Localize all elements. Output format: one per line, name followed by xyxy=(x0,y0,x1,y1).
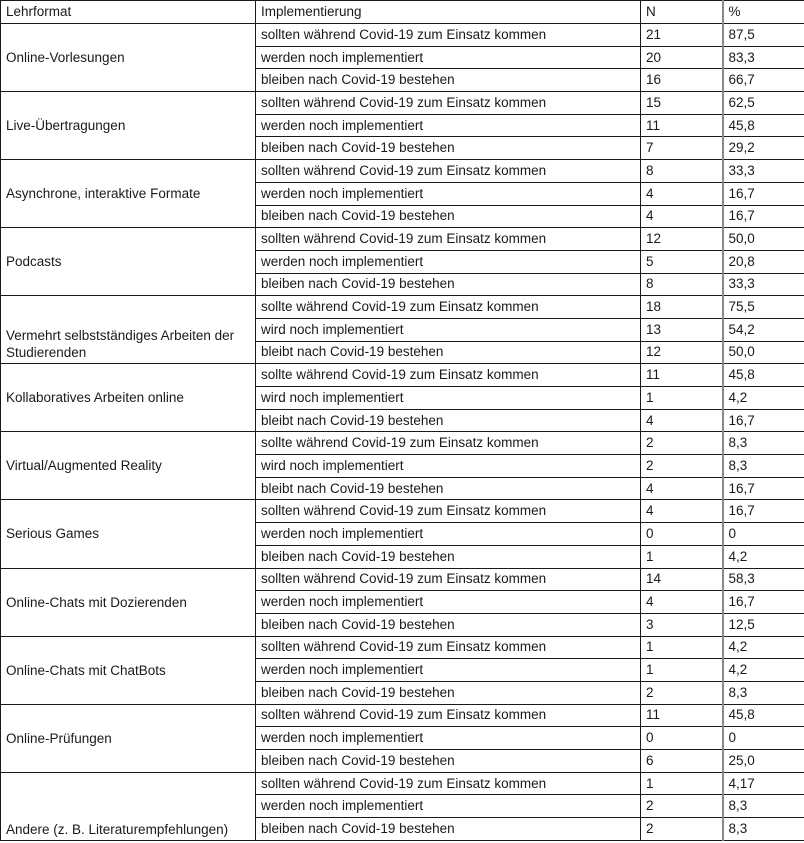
percent-cell: 8,3 xyxy=(723,818,804,841)
header-implementierung: Implementierung xyxy=(256,1,641,24)
implementierung-cell: bleiben nach Covid-19 bestehen xyxy=(256,613,641,636)
table-row xyxy=(1,500,804,523)
table-row xyxy=(1,772,804,795)
n-cell: 1 xyxy=(641,545,723,568)
n-cell: 2 xyxy=(641,818,723,841)
lehrformat-cell: Online-Chats mit Dozierenden xyxy=(1,568,256,636)
implementierung-cell: bleiben nach Covid-19 bestehen xyxy=(256,205,641,228)
percent-cell: 16,7 xyxy=(723,591,804,614)
lehrformat-cell: Online-Chats mit ChatBots xyxy=(1,636,256,704)
n-cell: 20 xyxy=(641,46,723,69)
percent-cell: 16,7 xyxy=(723,477,804,500)
percent-cell: 75,5 xyxy=(723,296,804,319)
n-cell: 3 xyxy=(641,613,723,636)
table-row xyxy=(1,636,804,659)
percent-cell: 29,2 xyxy=(723,137,804,160)
n-cell: 4 xyxy=(641,591,723,614)
lehrformat-cell: Online-Vorlesungen xyxy=(1,24,256,92)
table-row xyxy=(1,24,804,47)
percent-cell: 45,8 xyxy=(723,364,804,387)
header-n: N xyxy=(641,1,723,24)
header-lehrformat: Lehrformat xyxy=(1,1,256,24)
implementierung-cell: sollten während Covid-19 zum Einsatz kommen xyxy=(256,24,641,47)
implementierung-cell: werden noch implementiert xyxy=(256,659,641,682)
n-cell: 2 xyxy=(641,455,723,478)
percent-cell: 4,2 xyxy=(723,387,804,410)
implementierung-cell: werden noch implementiert xyxy=(256,523,641,546)
implementierung-cell: sollten während Covid-19 zum Einsatz kommen xyxy=(256,228,641,251)
percent-cell: 12,5 xyxy=(723,613,804,636)
implementierung-cell: werden noch implementiert xyxy=(256,727,641,750)
table-header-row xyxy=(1,1,804,24)
implementierung-cell: bleiben nach Covid-19 bestehen xyxy=(256,681,641,704)
n-cell: 18 xyxy=(641,296,723,319)
percent-cell: 58,3 xyxy=(723,568,804,591)
implementierung-cell: werden noch implementiert xyxy=(256,46,641,69)
implementierung-cell: sollten während Covid-19 zum Einsatz kommen xyxy=(256,160,641,183)
n-cell: 1 xyxy=(641,636,723,659)
implementierung-cell: sollten während Covid-19 zum Einsatz kommen xyxy=(256,704,641,727)
n-cell: 12 xyxy=(641,341,723,364)
percent-cell: 87,5 xyxy=(723,24,804,47)
percent-cell: 25,0 xyxy=(723,750,804,773)
n-cell: 11 xyxy=(641,114,723,137)
percent-cell: 20,8 xyxy=(723,250,804,273)
percent-cell: 54,2 xyxy=(723,318,804,341)
percent-cell: 16,7 xyxy=(723,409,804,432)
percent-cell: 16,7 xyxy=(723,205,804,228)
percent-cell: 8,3 xyxy=(723,681,804,704)
n-cell: 14 xyxy=(641,568,723,591)
percent-cell: 16,7 xyxy=(723,182,804,205)
n-cell: 2 xyxy=(641,795,723,818)
percent-cell: 50,0 xyxy=(723,228,804,251)
implementierung-cell: werden noch implementiert xyxy=(256,182,641,205)
n-cell: 0 xyxy=(641,523,723,546)
lehrformat-cell: Asynchrone, interaktive Formate xyxy=(1,160,256,228)
n-cell: 1 xyxy=(641,387,723,410)
implementierung-cell: werden noch implementiert xyxy=(256,114,641,137)
implementierung-cell: bleiben nach Covid-19 bestehen xyxy=(256,818,641,841)
implementierung-cell: sollten während Covid-19 zum Einsatz kommen xyxy=(256,636,641,659)
percent-cell: 16,7 xyxy=(723,500,804,523)
table-row xyxy=(1,296,804,319)
percent-cell: 66,7 xyxy=(723,69,804,92)
n-cell: 4 xyxy=(641,409,723,432)
table-row xyxy=(1,364,804,387)
implementierung-cell: sollte während Covid-19 zum Einsatz kommen xyxy=(256,364,641,387)
n-cell: 8 xyxy=(641,273,723,296)
implementierung-cell: sollten während Covid-19 zum Einsatz kommen xyxy=(256,568,641,591)
table-row xyxy=(1,432,804,455)
lehrformat-cell: Podcasts xyxy=(1,228,256,296)
n-cell: 2 xyxy=(641,681,723,704)
implementierung-cell: bleiben nach Covid-19 bestehen xyxy=(256,273,641,296)
n-cell: 0 xyxy=(641,727,723,750)
n-cell: 4 xyxy=(641,500,723,523)
lehrformat-cell: Virtual/Augmented Reality xyxy=(1,432,256,500)
table-row xyxy=(1,228,804,251)
percent-cell: 33,3 xyxy=(723,160,804,183)
implementierung-cell: bleibt nach Covid-19 bestehen xyxy=(256,477,641,500)
n-cell: 4 xyxy=(641,477,723,500)
implementierung-cell: bleiben nach Covid-19 bestehen xyxy=(256,545,641,568)
n-cell: 6 xyxy=(641,750,723,773)
implementierung-cell: sollten während Covid-19 zum Einsatz kommen xyxy=(256,772,641,795)
percent-cell: 4,2 xyxy=(723,545,804,568)
implementierung-cell: bleiben nach Covid-19 bestehen xyxy=(256,750,641,773)
n-cell: 11 xyxy=(641,364,723,387)
percent-cell: 45,8 xyxy=(723,114,804,137)
lehrformat-cell: Vermehrt selbstständiges Arbeiten der Studierenden xyxy=(1,296,256,364)
n-cell: 11 xyxy=(641,704,723,727)
implementierung-cell: bleiben nach Covid-19 bestehen xyxy=(256,69,641,92)
implementierung-cell: werden noch implementiert xyxy=(256,795,641,818)
lehrformat-cell: Online-Prüfungen xyxy=(1,704,256,772)
percent-cell: 8,3 xyxy=(723,455,804,478)
implementierung-cell: sollten während Covid-19 zum Einsatz kommen xyxy=(256,92,641,115)
table-row xyxy=(1,92,804,115)
n-cell: 13 xyxy=(641,318,723,341)
n-cell: 2 xyxy=(641,432,723,455)
implementierung-cell: werden noch implementiert xyxy=(256,250,641,273)
percent-cell: 50,0 xyxy=(723,341,804,364)
table-row xyxy=(1,160,804,183)
lehrformat-cell: Kollaboratives Arbeiten online xyxy=(1,364,256,432)
percent-cell: 0 xyxy=(723,523,804,546)
implementierung-cell: sollten während Covid-19 zum Einsatz kommen xyxy=(256,500,641,523)
percent-cell: 8,3 xyxy=(723,432,804,455)
percent-cell: 4,2 xyxy=(723,636,804,659)
n-cell: 4 xyxy=(641,205,723,228)
implementierung-cell: wird noch implementiert xyxy=(256,318,641,341)
percent-cell: 4,2 xyxy=(723,659,804,682)
percent-cell: 8,3 xyxy=(723,795,804,818)
lehrformat-cell: Andere (z. B. Literaturempfehlungen) xyxy=(1,772,256,840)
table-row xyxy=(1,568,804,591)
n-cell: 7 xyxy=(641,137,723,160)
n-cell: 16 xyxy=(641,69,723,92)
n-cell: 1 xyxy=(641,772,723,795)
implementierung-cell: wird noch implementiert xyxy=(256,387,641,410)
implementierung-cell: wird noch implementiert xyxy=(256,455,641,478)
percent-cell: 4,17 xyxy=(723,772,804,795)
percent-cell: 0 xyxy=(723,727,804,750)
implementierung-cell: sollte während Covid-19 zum Einsatz kommen xyxy=(256,296,641,319)
n-cell: 15 xyxy=(641,92,723,115)
n-cell: 8 xyxy=(641,160,723,183)
implementierung-cell: bleibt nach Covid-19 bestehen xyxy=(256,409,641,432)
table-row xyxy=(1,704,804,727)
percent-cell: 83,3 xyxy=(723,46,804,69)
implementierung-cell: bleibt nach Covid-19 bestehen xyxy=(256,341,641,364)
percent-cell: 33,3 xyxy=(723,273,804,296)
n-cell: 12 xyxy=(641,228,723,251)
percent-cell: 62,5 xyxy=(723,92,804,115)
n-cell: 4 xyxy=(641,182,723,205)
header-percent: % xyxy=(723,1,804,24)
n-cell: 5 xyxy=(641,250,723,273)
implementierung-cell: bleiben nach Covid-19 bestehen xyxy=(256,137,641,160)
n-cell: 1 xyxy=(641,659,723,682)
lehrformat-cell: Serious Games xyxy=(1,500,256,568)
n-cell: 21 xyxy=(641,24,723,47)
implementierung-cell: sollte während Covid-19 zum Einsatz kommen xyxy=(256,432,641,455)
lehrformat-cell: Live-Übertragungen xyxy=(1,92,256,160)
percent-cell: 45,8 xyxy=(723,704,804,727)
implementierung-cell: werden noch implementiert xyxy=(256,591,641,614)
